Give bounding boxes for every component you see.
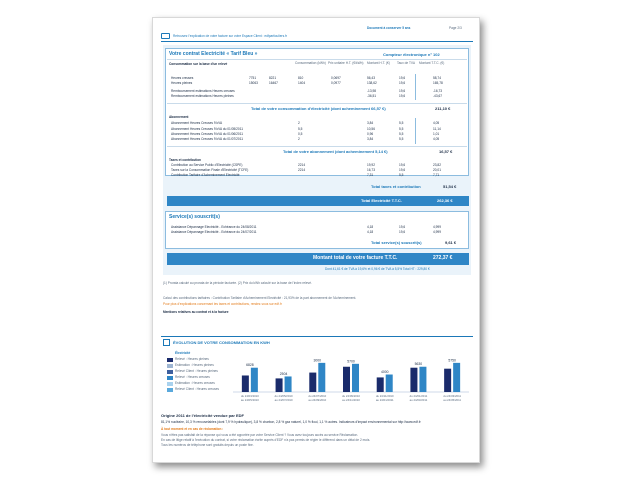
- row-heures-pleines: Heures pleines: [171, 81, 193, 85]
- category-label-5-1: au 24/03/2011: [409, 398, 428, 402]
- category-label-1-1: au 24/07/2010: [274, 398, 293, 402]
- note-2: Calcul des contributions tarifaires : Contribution Tarifaire d'Acheminement Electricité : 21,93% de la part abonnement de l'Acheminement.: [163, 296, 357, 300]
- origin-text: 81,1% nucléaire, 10,3 % renouvelables (dont 7,9 % hydraulique), 3,8 % charbon, 2,8 % gaz naturel, 1,0 % fioul, 1,1 % autres. Indicateurs d'impact environnemental sur http://www.edf.fr: [161, 420, 421, 424]
- chart-icon: [163, 339, 170, 346]
- consumption-bar-chart: [233, 352, 469, 408]
- origin-title: Origine 2011 de l'électricité vendue par EDF: [161, 413, 244, 418]
- legend-swatch-1: [167, 358, 173, 362]
- invoice-page: Document à conserver 5 ans Page 2/3 Retrouvez l'explication de votre facture sur votre Espace Client : edfparticuliers.fr Votre contrat Electricité « Tarif Bleu » Compteur électronique n° 102 Consommation sur la base d'un relevé Consommation (kWh) Prix unitaire H.T. (€/kWh) Montant H.T. (€) Taux de TVA Montant T.T.C. (€) Heures creuses 7751 8221 810 0,0697 56,43 19,6 58,74 Heures pleines 15063 16467 1404 0,0977 138,62 19,6 165,78 Remboursement estimations Heures creuses -13,98 19,6 -16,73 Remboursement estimations Heures pleines -36,51 19,6 -43,67 Total de votre consommation d'électricité (dont acheminement 66,57 €) 211,10 € Abonnement Abonnement Heures Creuses 9 kVA 2 3,84 5,5 4,05 Abonnement Heures Creuses 9 kVA du 01/05/2011 5,5 10,56 5,5 11,14 Abonnement Heures Creuses 9 kVA du 01/06/2011 0,5 0,96 5,5 1,01 Abonnement Heures Creuses 9 kVA du 01/07/2011 2 3,84 5,5 4,05 Total de votre abonnement (dont acheminement 5,14 €) 16,57 € Taxes et contribution Contribution au Service Public d'Electricité (CSPE) 2214 19,92 19,6 23,82 Taxes sur la Consommation Finale d'Electricité (TCFE) 2214 16,73 19,6 20,01 Contribution Tarifaire d'Acheminement Electricité 7,31 5,5 7,71 Total taxes et contribution 51,54 € Total Electricité T.T.C. 262,36 € Service(s) souscrit(s) Assistance Dépannage Electricité - Echéance du 24/08/2011 4,18 19,6 4,999 Assistance Dépannage Electricité - Echéance du 24/07/2011 4,18 19,6 4,999 Total service(s) souscrit(s) 9,61 € Montant total de votre facture T.T.C. 272,37 € Dont 41,61 € de TVA à 19,6% et 0,96 € de TVA à 5,5% Total HT : 229,80 € (1) Prorata calculé au prorata de la période facturée. (2) Prix du kWh calculé sur la base de l'index relevé. Calcul des contributions tarifaires : Contribution Tarifaire d'Acheminement Electricité : 21,93% de la part abonnement de l'Acheminement. Pour plus d'explications concernant les taxes et contributions, rendez-vous sur edf.fr Mentions relatives au contrat et à la facture ÉVOLUTION DE VOTRE CONSOMMATION EN KWH Électricité Relevé : Heures pleines Estimation : Heures pleines Relevé Client : Heures pleines Relevé : Heures creuses Estimation : Heures creuses Relevé Client : Heures creuses 6828 du 24/03/2010 au 24/05/2010 2504 du 24/05/2010 au 24/07/2010 3000 du 24/07/2010 au 24/09/2010 5700 du 24/09/2010 au 24/11/2010 4000 du 24/11/2010 au 24/01/2011 5630 du 24/01/2011 au 24/03/2011 5750 du 24/03/2011 au 24/05/2011 Origine 2011 de l'électricité vendue par EDF 81,1% nucléaire, 10,3 % renouvelables (dont 7,9 % hydraulique), 3,8 % charbon, 2,8 % gaz naturel, 1,0 % fioul, 1,1 % autres. Indicateurs d'impact environnemental sur http://www.edf.fr À tout moment et en cas de réclamation : Vous n'êtes pas satisfait de la réponse qui vous a été apportée par votre Service Client ? Vous avez toujours accès au service Réclamation. En cas de litige relatif à l'exécution du contrat, si votre réclamation écrite auprès d'EDF n'a pas permis de régler le différend dans un délai de 2 mois. Tous les numéros de téléphone sont gratuits depuis un poste fixe.: [152, 17, 480, 463]
- data-label-5: 5630: [414, 362, 423, 367]
- category-label-3-0: du 24/09/2010: [342, 394, 360, 398]
- category-label-2-1: au 24/09/2010: [308, 398, 327, 402]
- category-label-4-1: au 24/01/2011: [375, 398, 394, 402]
- total-electricity-label: Total Electricité T.T.C.: [361, 198, 402, 203]
- bar-hc-2: [318, 363, 325, 392]
- intro-text: Retrouvez l'explication de votre facture sur votre Espace Client : edfparticuliers.fr: [173, 34, 287, 38]
- total-electricity-value: 262,36 €: [437, 198, 453, 203]
- origin-line-1: Vous n'êtes pas satisfait de la réponse qui vous a été apportée par votre Service Client ? Vous avez toujours accès au service Réclamation.: [161, 433, 359, 437]
- category-label-6-1: au 24/05/2011: [443, 398, 461, 402]
- bar-hp-5: [410, 368, 417, 392]
- contract-title: Votre contrat Electricité « Tarif Bleu »: [169, 51, 258, 57]
- bar-hc-0: [251, 368, 258, 392]
- bar-hp-6: [444, 369, 451, 392]
- category-label-2-0: du 24/07/2010: [308, 394, 327, 398]
- category-label-3-1: au 24/11/2010: [342, 398, 360, 402]
- category-label-0-1: au 24/05/2010: [240, 398, 259, 402]
- data-label-2: 3000: [313, 358, 322, 363]
- bar-hc-1: [285, 376, 292, 392]
- bar-hp-3: [343, 367, 350, 392]
- legend-swatch-3: [167, 370, 173, 374]
- legend-2: Estimation : Heures pleines: [175, 363, 214, 367]
- grand-total-label: Montant total de votre facture T.T.C.: [313, 255, 398, 261]
- row-deduction-creuses: Remboursement estimations Heures creuses: [171, 89, 235, 93]
- data-label-6: 5750: [448, 358, 456, 363]
- category-label-4-0: du 24/11/2010: [375, 394, 394, 398]
- section-taxes: Taxes et contribution: [169, 158, 201, 162]
- legend-swatch-6: [167, 388, 173, 392]
- legend-6: Relevé Client : Heures creuses: [175, 387, 219, 391]
- legend-5: Estimation : Heures creuses: [175, 381, 215, 385]
- services-total-label: Total service(s) souscrit(s): [371, 240, 422, 245]
- total-consumption-label: Total de votre consommation d'électricité (dont acheminement 66,57 €): [251, 106, 386, 111]
- note-orange: Pour plus d'explications concernant les taxes et contributions, rendez-vous sur edf.fr: [163, 302, 282, 306]
- row-heures-creuses: Heures creuses: [171, 76, 194, 80]
- legend-swatch-2: [167, 364, 173, 368]
- bar-hc-3: [352, 364, 359, 392]
- total-taxes-label: Total taxes et contribution: [371, 184, 421, 189]
- total-electricity-bar: [167, 196, 469, 206]
- total-subscription-value: 16,57 €: [439, 149, 453, 154]
- total-consumption-value: 211,10 €: [435, 106, 451, 111]
- note-3: Mentions relatives au contrat et à la facture: [163, 310, 229, 314]
- legend-4: Relevé : Heures creuses: [175, 375, 210, 379]
- data-label-3: 5700: [347, 359, 355, 364]
- header-keep-document: Document à conserver 5 ans: [367, 26, 411, 30]
- legend-3: Relevé Client : Heures pleines: [175, 369, 218, 373]
- section-subscription: Abonnement: [169, 115, 189, 119]
- meter-number: Compteur électronique n° 102: [383, 52, 440, 57]
- legend-swatch-4: [167, 376, 173, 380]
- services-total-value: 9,61 €: [445, 240, 457, 245]
- note-1: (1) Prorata calculé au prorata de la période facturée. (2) Prix du kWh calculé sur la base de l'index relevé.: [163, 281, 312, 285]
- total-taxes-value: 51,54 €: [443, 184, 457, 189]
- laptop-icon: [161, 33, 170, 39]
- legend-1: Relevé : Heures pleines: [175, 357, 209, 361]
- data-label-1: 2504: [279, 371, 288, 376]
- section-consumption: Consommation sur la base d'un relevé: [169, 62, 228, 66]
- row-deduction-pleines: Remboursement estimations Heures pleines: [171, 94, 234, 98]
- data-label-4: 4000: [380, 370, 389, 375]
- grand-total-value: 272,37 €: [433, 255, 453, 261]
- page-number: Page 2/3: [449, 26, 462, 30]
- origin-line-3: Tous les numéros de téléphone sont gratuits depuis un poste fixe.: [161, 443, 254, 447]
- category-label-6-0: du 24/03/2011: [443, 394, 461, 398]
- bar-hc-4: [386, 375, 393, 392]
- category-label-1-0: du 24/05/2010: [274, 394, 293, 398]
- bar-hp-0: [242, 375, 249, 392]
- origin-line-2: En cas de litige relatif à l'exécution du contrat, si votre réclamation écrite auprès d'EDF n'a pas permis de régler le différend dans un délai de 2 mois.: [161, 438, 371, 442]
- bar-hp-1: [276, 378, 283, 392]
- category-label-0-0: du 24/03/2010: [240, 394, 259, 398]
- bar-hp-4: [377, 377, 384, 392]
- bar-hc-5: [419, 367, 426, 392]
- total-subscription-label: Total de votre abonnement (dont acheminement 5,14 €): [283, 149, 388, 154]
- origin-complaints: À tout moment et en cas de réclamation :: [161, 427, 224, 431]
- legend-swatch-5: [167, 382, 173, 386]
- evolution-title: ÉVOLUTION DE VOTRE CONSOMMATION EN KWH: [173, 340, 270, 345]
- bar-hp-2: [309, 373, 316, 392]
- data-label-0: 6828: [246, 363, 254, 368]
- grand-total-breakdown: Dont 41,61 € de TVA à 19,6% et 0,96 € de TVA à 5,5% Total HT : 229,80 €: [325, 267, 430, 271]
- category-label-5-0: du 24/01/2011: [409, 394, 428, 398]
- evolution-subtitle: Électricité: [175, 351, 191, 355]
- contract-box: [165, 48, 469, 176]
- services-title: Service(s) souscrit(s): [169, 214, 220, 220]
- bar-hc-6: [453, 363, 460, 392]
